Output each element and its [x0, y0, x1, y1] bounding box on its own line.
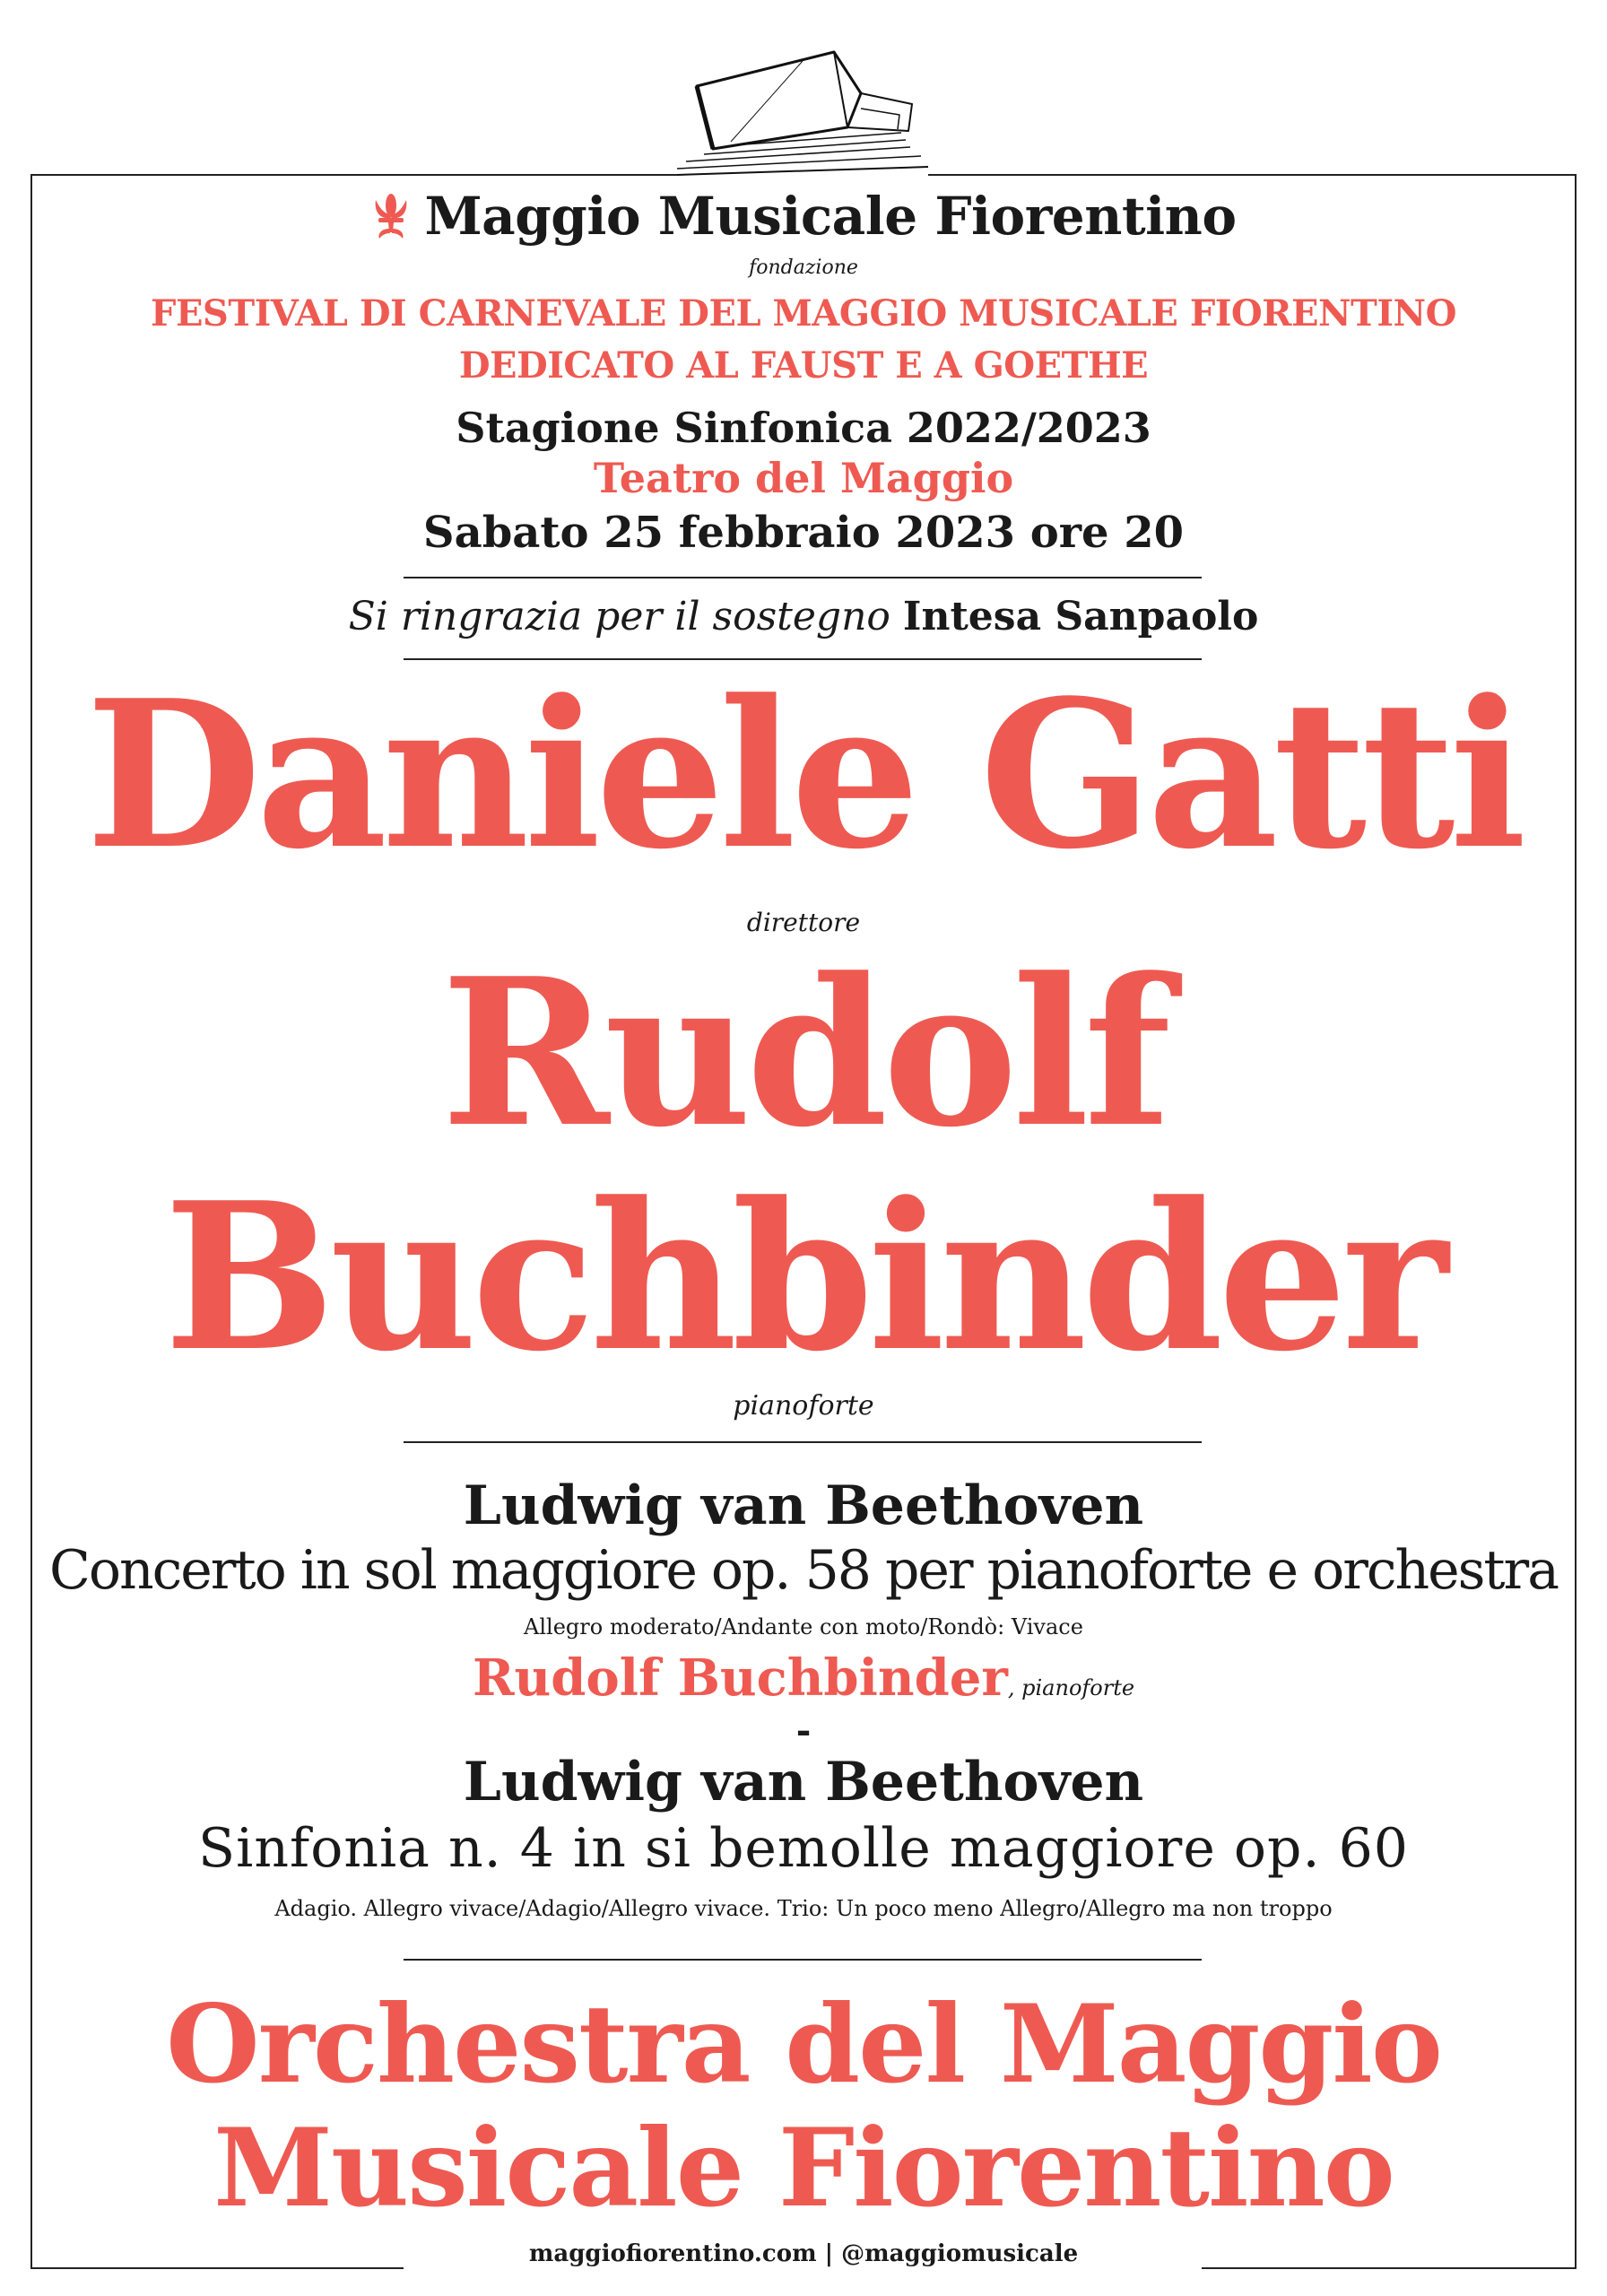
season-label: Stagione Sinfonica 2022/2023 [456, 404, 1151, 452]
piece1-title: Concerto in sol maggiore op. 58 per pianoforte e orchestra [48, 1539, 1558, 1602]
fondazione-label: fondazione [749, 257, 858, 279]
conductor-role: direttore [746, 908, 861, 937]
pianist-role: pianoforte [733, 1390, 874, 1422]
soloist-name: Rudolf Buchbinder [472, 1648, 1008, 1708]
sponsor-intro: Si ringrazia per il sostegno [348, 594, 890, 639]
soloist-role: , pianoforte [1007, 1675, 1135, 1700]
divider [404, 1441, 1202, 1443]
theatre-building-icon [677, 41, 928, 176]
venue-label: Teatro del Maggio [593, 454, 1014, 502]
divider [404, 1959, 1202, 1961]
pianist-last-name: Buchbinder [163, 1159, 1444, 1396]
florentine-lily-icon [370, 193, 412, 239]
pianist-first-name: Rudolf [441, 935, 1166, 1172]
org-name: Maggio Musicale Fiorentino [424, 186, 1237, 247]
event-date: Sabato 25 febbraio 2023 ore 20 [422, 508, 1185, 558]
sponsor-line [0, 594, 1607, 639]
piece2-title: Sinfonia n. 4 in si bemolle maggiore op. 60 [198, 1817, 1409, 1880]
festival-dedication: DEDICATO AL FAUST E A GOETHE [458, 344, 1149, 387]
festival-title: FESTIVAL DI CARNEVALE DEL MAGGIO MUSICALE FIORENTINO [151, 292, 1456, 335]
piece1-movements: Allegro moderato/Andante con moto/Rondò: Vivace [524, 1614, 1083, 1639]
sponsor-name: Intesa Sanpaolo [902, 594, 1259, 639]
program-separator: - [795, 1709, 812, 1752]
conductor-name: Daniele Gatti [85, 657, 1522, 894]
orchestra-name-line1: Orchestra del Maggio [166, 1981, 1441, 2108]
piece2-movements: Adagio. Allegro vivace/Adagio/Allegro vivace. Trio: Un poco meno Allegro/Allegro ma non troppo [274, 1896, 1333, 1921]
logo-row [0, 185, 1607, 248]
divider [404, 577, 1202, 578]
soloist-line [0, 1648, 1607, 1708]
piece2-composer: Ludwig van Beethoven [463, 1751, 1144, 1813]
orchestra-name-line2: Musicale Fiorentino [213, 2105, 1394, 2231]
footer-links: maggiofiorentino.com | @maggiomusicale [528, 2240, 1079, 2267]
piece1-composer: Ludwig van Beethoven [463, 1474, 1144, 1537]
